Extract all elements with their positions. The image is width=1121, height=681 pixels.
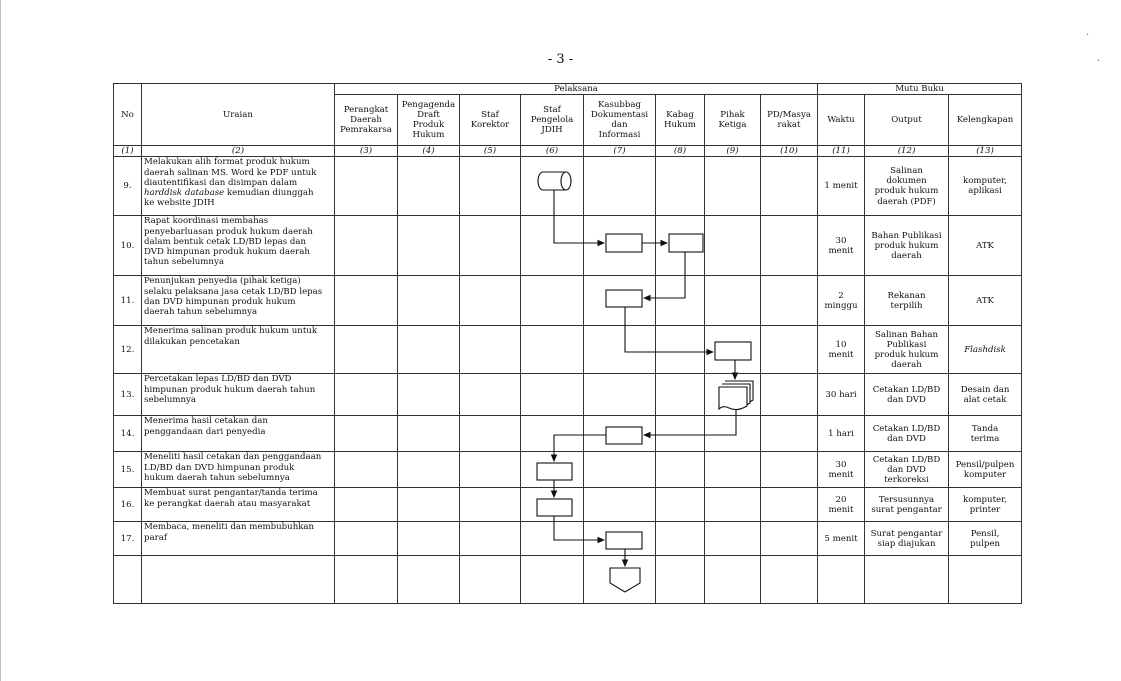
header-actor: PD/Masya rakat	[761, 95, 818, 146]
actor-cell	[460, 452, 521, 488]
actor-cell	[584, 216, 656, 276]
actor-cell	[398, 157, 460, 216]
empty-cell	[865, 556, 949, 604]
actor-cell	[521, 216, 584, 276]
table-row	[114, 488, 1022, 522]
empty-cell	[761, 556, 818, 604]
index-label: (2)	[142, 146, 335, 157]
index-label: (11)	[818, 146, 865, 157]
table-row	[114, 216, 1022, 276]
header-waktu: Waktu	[818, 95, 865, 146]
empty-cell	[142, 556, 335, 604]
header-actor: Pengagenda Draft Produk Hukum	[398, 95, 460, 146]
actor-cell	[335, 416, 398, 452]
actor-cell	[584, 452, 656, 488]
actor-cell	[335, 276, 398, 326]
actor-cell	[705, 216, 761, 276]
header-actor: Kabag Hukum	[656, 95, 705, 146]
row-output: Salinan Bahan Publikasi produk hukum daerah	[865, 326, 949, 374]
row-output: Surat pengantar siap diajukan	[865, 522, 949, 556]
actor-cell	[656, 374, 705, 416]
actor-cell	[705, 276, 761, 326]
row-waktu: 30 menit	[818, 452, 865, 488]
row-output: Salinan dokumen produk hukum daerah (PDF)	[865, 157, 949, 216]
index-label: (8)	[656, 146, 705, 157]
actor-cell	[656, 157, 705, 216]
row-uraian: Percetakan lepas LD/BD dan DVD himpunan produk hukum daerah tahun sebelumnya	[142, 374, 335, 416]
row-number: 9.	[114, 157, 142, 216]
table-row	[114, 157, 1022, 216]
row-waktu: 1 hari	[818, 416, 865, 452]
index-label: (12)	[865, 146, 949, 157]
actor-cell	[584, 416, 656, 452]
actor-cell	[398, 216, 460, 276]
actor-cell	[584, 157, 656, 216]
row-kelengkapan: Desain dan alat cetak	[949, 374, 1022, 416]
actor-cell	[521, 374, 584, 416]
header-actor: Perangkat Daerah Pemrakarsa	[335, 95, 398, 146]
actor-cell	[656, 522, 705, 556]
empty-cell	[335, 556, 398, 604]
row-number: 15.	[114, 452, 142, 488]
actor-cell	[521, 452, 584, 488]
row-number: 12.	[114, 326, 142, 374]
actor-cell	[584, 488, 656, 522]
header-actor: Staf Korektor	[460, 95, 521, 146]
actor-cell	[705, 326, 761, 374]
actor-cell	[705, 522, 761, 556]
table-row	[114, 374, 1022, 416]
actor-cell	[398, 522, 460, 556]
row-waktu: 1 menit	[818, 157, 865, 216]
actor-cell	[705, 374, 761, 416]
actor-cell	[398, 488, 460, 522]
actor-cell	[335, 452, 398, 488]
actor-cell	[335, 488, 398, 522]
actor-cell	[335, 216, 398, 276]
scan-speck: ·	[1097, 56, 1101, 67]
actor-cell	[705, 416, 761, 452]
index-label: (10)	[761, 146, 818, 157]
row-waktu: 20 menit	[818, 488, 865, 522]
actor-cell	[460, 374, 521, 416]
actor-cell	[656, 326, 705, 374]
row-uraian: Melakukan alih format produk hukum daerah salinan MS. Word ke PDF untuk diautentifikasi dan disimpan dalam harddisk database kemudian diunggah ke website JDIH	[142, 157, 335, 216]
empty-cell	[460, 556, 521, 604]
actor-cell	[761, 522, 818, 556]
index-label: (3)	[335, 146, 398, 157]
actor-cell	[656, 488, 705, 522]
header-no: No	[114, 84, 142, 146]
row-kelengkapan: ATK	[949, 276, 1022, 326]
actor-cell	[656, 416, 705, 452]
actor-cell	[398, 416, 460, 452]
actor-cell	[335, 326, 398, 374]
index-row	[114, 146, 1022, 157]
actor-cell	[761, 276, 818, 326]
header-kelengkapan: Kelengkapan	[949, 95, 1022, 146]
empty-cell	[949, 556, 1022, 604]
row-number: 11.	[114, 276, 142, 326]
row-output: Rekanan terpilih	[865, 276, 949, 326]
actor-cell	[761, 157, 818, 216]
table-row	[114, 416, 1022, 452]
actor-cell	[398, 276, 460, 326]
header-output: Output	[865, 95, 949, 146]
row-number: 10.	[114, 216, 142, 276]
header-actor: Staf Pengelola JDIH	[521, 95, 584, 146]
actor-cell	[761, 452, 818, 488]
row-waktu: 30 menit	[818, 216, 865, 276]
actor-cell	[705, 452, 761, 488]
actor-cell	[460, 157, 521, 216]
row-uraian: Meneliti hasil cetakan dan penggandaan LD/BD dan DVD himpunan produk hukum daerah tahun sebelumnya	[142, 452, 335, 488]
row-number: 16.	[114, 488, 142, 522]
empty-cell	[398, 556, 460, 604]
empty-cell	[656, 556, 705, 604]
actor-cell	[521, 276, 584, 326]
actor-cell	[460, 216, 521, 276]
scan-speck: ·	[1086, 30, 1090, 41]
actor-cell	[335, 374, 398, 416]
row-output: Cetakan LD/BD dan DVD	[865, 416, 949, 452]
index-label: (9)	[705, 146, 761, 157]
actor-cell	[398, 374, 460, 416]
index-label: (1)	[114, 146, 142, 157]
row-number: 13.	[114, 374, 142, 416]
empty-cell	[818, 556, 865, 604]
page-number: - 3 -	[547, 52, 574, 67]
actor-cell	[656, 216, 705, 276]
actor-cell	[761, 326, 818, 374]
actor-cell	[656, 452, 705, 488]
actor-cell	[398, 452, 460, 488]
actor-cell	[460, 416, 521, 452]
row-waktu: 2 minggu	[818, 276, 865, 326]
row-uraian: Menerima hasil cetakan dan penggandaan dari penyedia	[142, 416, 335, 452]
actor-cell	[460, 276, 521, 326]
row-kelengkapan: Tanda terima	[949, 416, 1022, 452]
row-number: 14.	[114, 416, 142, 452]
empty-cell	[114, 556, 142, 604]
row-waktu: 10 menit	[818, 326, 865, 374]
header-pelaksana: Pelaksana	[335, 84, 818, 95]
row-output: Bahan Publikasi produk hukum daerah	[865, 216, 949, 276]
table-row	[114, 276, 1022, 326]
actor-cell	[521, 326, 584, 374]
row-uraian: Menerima salinan produk hukum untuk dilakukan pencetakan	[142, 326, 335, 374]
row-kelengkapan: komputer, aplikasi	[949, 157, 1022, 216]
row-kelengkapan: Pensil/pulpen komputer	[949, 452, 1022, 488]
header-actor: Kasubbag Dokumentasi dan Informasi	[584, 95, 656, 146]
row-kelengkapan: komputer, printer	[949, 488, 1022, 522]
table-row	[114, 522, 1022, 556]
actor-cell	[398, 326, 460, 374]
row-uraian: Membuat surat pengantar/tanda terima ke perangkat daerah atau masyarakat	[142, 488, 335, 522]
actor-cell	[761, 488, 818, 522]
actor-cell	[584, 374, 656, 416]
row-output: Tersusunnya surat pengantar	[865, 488, 949, 522]
empty-cell	[521, 556, 584, 604]
index-label: (7)	[584, 146, 656, 157]
header-mutu-buku: Mutu Buku	[818, 84, 1022, 95]
actor-cell	[584, 522, 656, 556]
empty-cell	[705, 556, 761, 604]
sop-table	[113, 83, 1022, 604]
actor-cell	[656, 276, 705, 326]
page-left-edge	[0, 0, 1, 681]
index-label: (5)	[460, 146, 521, 157]
actor-cell	[335, 157, 398, 216]
header-actor: Pihak Ketiga	[705, 95, 761, 146]
actor-cell	[521, 416, 584, 452]
empty-cell	[584, 556, 656, 604]
actor-cell	[521, 522, 584, 556]
actor-cell	[584, 276, 656, 326]
row-uraian: Rapat koordinasi membahas penyebarluasan produk hukum daerah dalam bentuk cetak LD/BD lepas dan DVD himpunan produk hukum daerah tahun sebelumnya	[142, 216, 335, 276]
row-output: Cetakan LD/BD dan DVD	[865, 374, 949, 416]
row-waktu: 5 menit	[818, 522, 865, 556]
header-uraian: Uraian	[142, 84, 335, 146]
actor-cell	[584, 326, 656, 374]
row-number: 17.	[114, 522, 142, 556]
row-output: Cetakan LD/BD dan DVD terkoreksi	[865, 452, 949, 488]
actor-cell	[460, 326, 521, 374]
actor-cell	[705, 157, 761, 216]
actor-cell	[761, 416, 818, 452]
table-row	[114, 452, 1022, 488]
row-kelengkapan: Flashdisk	[949, 326, 1022, 374]
actor-cell	[335, 522, 398, 556]
actor-cell	[460, 522, 521, 556]
index-label: (13)	[949, 146, 1022, 157]
row-uraian: Penunjukan penyedia (pihak ketiga) selaku pelaksana jasa cetak LD/BD lepas dan DVD himpunan produk hukum daerah tahun sebelumnya	[142, 276, 335, 326]
row-waktu: 30 hari	[818, 374, 865, 416]
actor-cell	[761, 216, 818, 276]
index-label: (4)	[398, 146, 460, 157]
table-row	[114, 326, 1022, 374]
row-kelengkapan: ATK	[949, 216, 1022, 276]
row-uraian: Membaca, meneliti dan membubuhkan paraf	[142, 522, 335, 556]
actor-cell	[521, 157, 584, 216]
actor-cell	[705, 488, 761, 522]
actor-cell	[521, 488, 584, 522]
row-kelengkapan: Pensil, pulpen	[949, 522, 1022, 556]
actor-cell	[761, 374, 818, 416]
index-label: (6)	[521, 146, 584, 157]
actor-cell	[460, 488, 521, 522]
table-row-empty	[114, 556, 1022, 604]
